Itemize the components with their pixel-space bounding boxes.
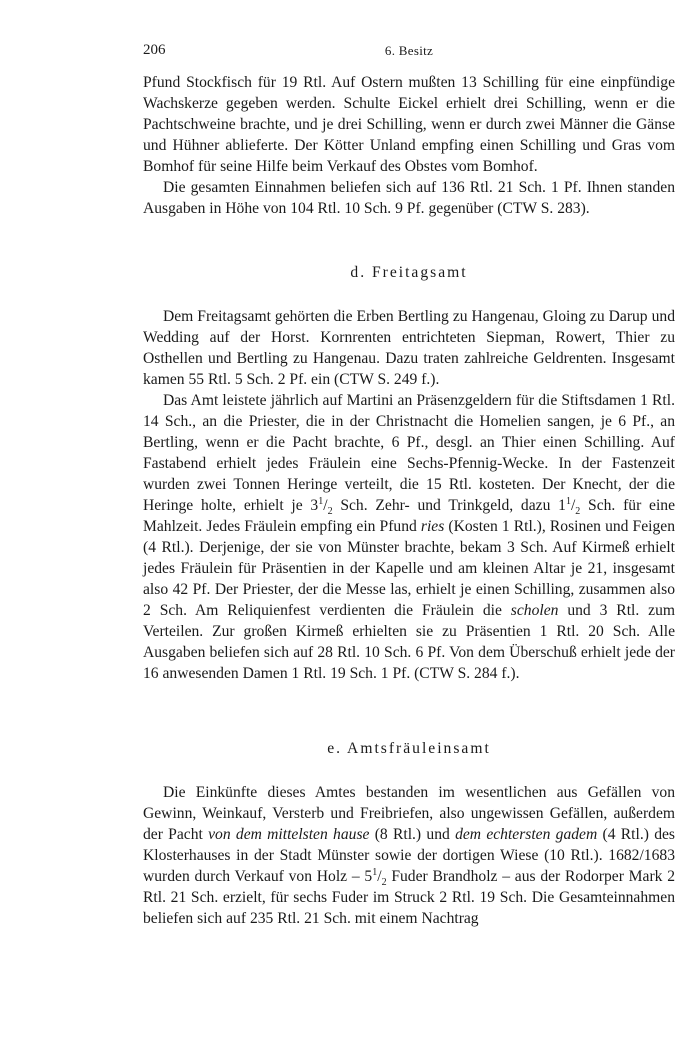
running-head: 6. Besitz: [384, 43, 434, 58]
italic-ries: ries: [420, 518, 445, 535]
page-number: 206: [143, 42, 166, 58]
section-title-freitagsamt: d. Freitagsamt: [350, 264, 468, 281]
italic-hause: von dem mittelsten hause: [208, 826, 370, 843]
paragraph-freitagsamt-ausgaben: Das Amt leistete jährlich auf Martini an Präsenzgeldern für die Stiftsdamen 1 Rtl. 14 Sch., an die Priester, die in der Christnacht die Homelien sangen, je 6 Pf., an Bertling, wenn er die Pacht brachte, 6 Pf., desgl. an Thier einen Schilling. Auf Fastabend erhielt jedes Fräulein eine Sechs-Pfennig-Wecke. In der Fastenzeit wurden zwei Tonnen Heringe verteilt, die 15 Rtl. kosteten. Der Knecht, der die Heringe holte, erhielt je $3^1/_2$ Sch. Zehr- und Trinkgeld, dazu $1^1/_2$ Sch. für eine Mahlzeit. Jedes Fräulein empfing ein Pfund ries (Kosten 1 Rtl.), Rosinen und Feigen (4 Rtl.). Derjenige, der sie von Münster brachte, bekam 3 Sch. Auf Kirmeß erhielt jedes Fräulein für Präsentien in der Kapelle und am kleinen Altar je 21, insgesamt also 42 Pf. Der Priester, der die Messe las, erhielt je einen Schilling, zusammen also 2 Sch. Am Reliquienfest verdienten die Fräulein die scholen und 3 Rtl. zum Verteilen. Zur großen Kirmeß erhielten sie zu Präsentien 1 Rtl. 20 Sch. Alle Ausgaben beliefen sich auf 28 Rtl. 10 Sch. 6 Pf. Von dem Überschuß erhielt jede der 16 anwesenden Damen 1 Rtl. 19 Sch. 1 Pf. (CTW S. 284 f.).: [143, 392, 676, 682]
page-header: [143, 42, 675, 64]
paragraph-amtsfraeuleinsamt-einkuenfte: Die Einkünfte dieses Amtes bestanden im wesentlichen aus Gefällen von Gewinn, Weinkauf, Versterb und Freibriefen, also ungewissen Gefällen, außerdem der Pacht von dem mittelsten hause (8 Rtl.) und dem echtersten gadem (4 Rtl.) des Klosterhauses in der Stadt Münster sowie der dortigen Wiese (10 Rtl.). 1682/1683 wurden durch Verkauf von Holz – $5^1/_2$ Fuder Brandholz – aus der Rodorper Mark 2 Rtl. 21 Sch. erzielt, für sechs Fuder im Struck 2 Rtl. 19 Sch. Die Gesamteinnahmen beliefen sich auf 235 Rtl. 21 Sch. mit einem Nachtrag: [143, 784, 675, 927]
opening-block: [143, 72, 675, 219]
section-title-amtsfraeuleinsamt: e. Amtsfräuleinsamt: [327, 740, 491, 757]
fraction-one-half: $^1/_2$: [318, 495, 333, 518]
fraction-one-half: $^1/_2$: [372, 866, 387, 889]
freitagsamt-block: [143, 306, 675, 684]
paragraph-stockfisch: Pfund Stockfisch für 19 Rtl. Auf Ostern mußten 13 Schilling für eine einpfündige Wachskerze gegeben werden. Schulte Eickel erhielt drei Schilling, wenn er die Pachtschweine brachte, und je drei Schilling, wenn er durch zwei Männer die Gänse und Hühner ablieferte. Der Kötter Unland empfing einen Schilling und Gras vom Bomhof für seine Hilfe beim Verkauf des Obstes vom Bomhof.: [143, 74, 675, 175]
paragraph-einnahmen-summary: Die gesamten Einnahmen beliefen sich auf 136 Rtl. 21 Sch. 1 Pf. Ihnen standen Ausgaben in Höhe von 104 Rtl. 10 Sch. 9 Pf. gegenüber (CTW S. 283).: [143, 179, 675, 217]
italic-scholen: scholen: [510, 602, 559, 619]
fraction-one-half: $^1/_2$: [565, 495, 581, 518]
paragraph-freitagsamt-erben: Dem Freitagsamt gehörten die Erben Bertling zu Hangenau, Gloing zu Darup und Wedding auf der Horst. Kornrenten entrichteten Siepman, Rowert, Thier zu Osthellen und Bertling zu Hangenau. Dazu traten zahlreiche Geldrenten. Insgesamt kamen 55 Rtl. 5 Sch. 2 Pf. ein (CTW S. 249 f.).: [143, 308, 675, 388]
italic-gadem: dem echtersten gadem: [455, 826, 598, 843]
amtsfraeuleinsamt-block: [143, 782, 675, 929]
